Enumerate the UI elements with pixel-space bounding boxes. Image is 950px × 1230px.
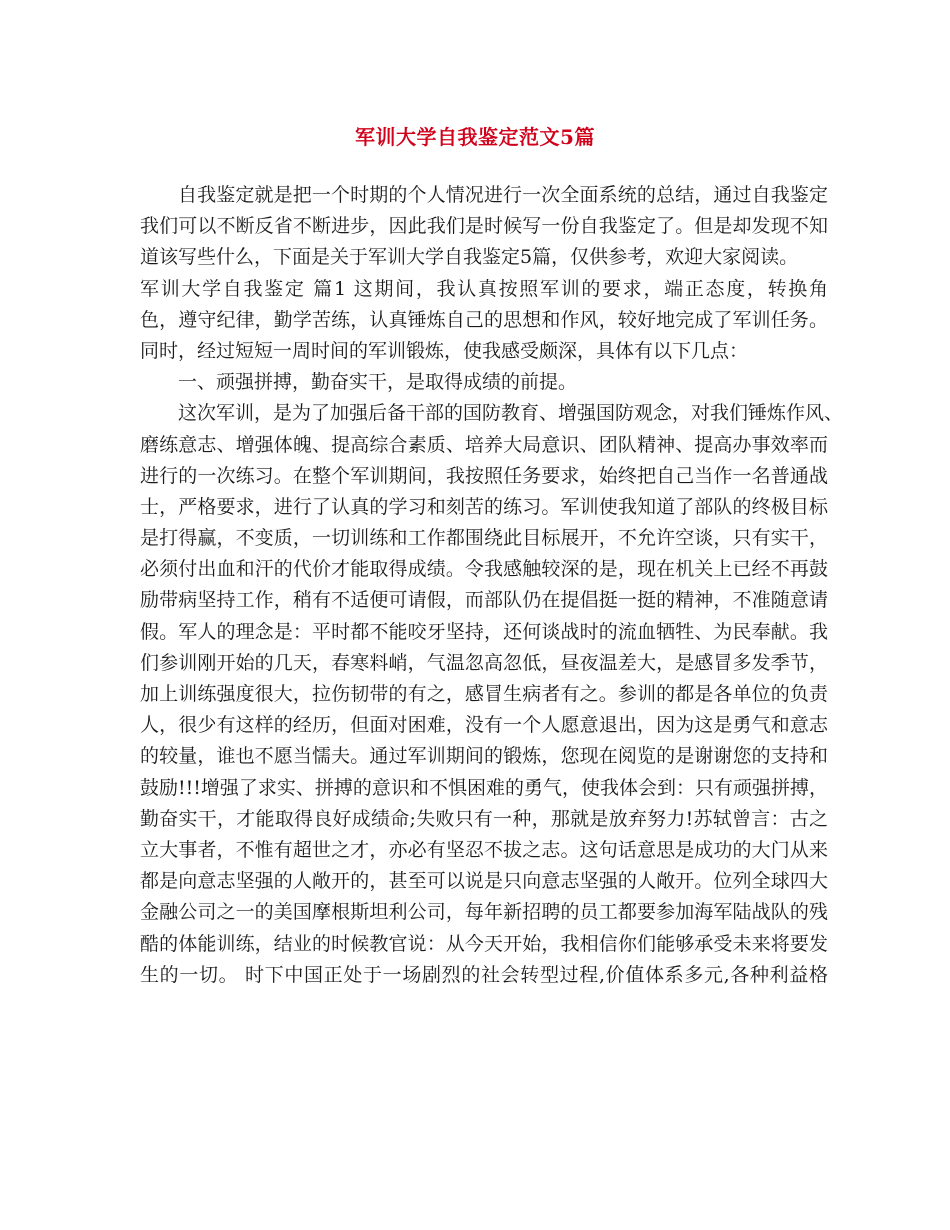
paragraph-line: 是打得赢，不变质，一切训练和工作都围绕此目标展开，不允许空谈，只有实干， [140, 527, 828, 550]
paragraph-line: 同时，经过短短一周时间的军训锻炼，使我感受颇深，具体有以下几点： [140, 339, 749, 362]
paragraph-line: 的较量，谁也不愿当懦夫。通过军训期间的锻炼，您现在阅览的是谢谢您的支持和 [140, 745, 828, 768]
paragraph-line: 酷的体能训练，结业的时候教官说：从今天开始，我相信你们能够承受未来将要发 [140, 932, 828, 955]
paragraph-line: 勤奋实干，才能取得良好成绩命;失败只有一种，那就是放弃努力!苏轼曾言：古之 [140, 807, 828, 830]
paragraph-line: 道该写些什么，下面是关于军训大学自我鉴定5篇，仅供参考，欢迎大家阅读。 [140, 246, 799, 269]
paragraph-line: 士，严格要求，进行了认真的学习和刻苦的练习。军训使我知道了部队的终极目标 [140, 495, 828, 518]
document-body [140, 180, 844, 991]
paragraph-line: 一、顽强拼搏，勤奋实干，是取得成绩的前提。 [178, 371, 578, 394]
paragraph-line: 进行的一次练习。在整个军训期间，我按照任务要求，始终把自己当作一名普通战 [140, 464, 828, 487]
paragraph-line: 磨练意志、增强体魄、提高综合素质、培养大局意识、团队精神、提高办事效率而 [140, 433, 828, 456]
paragraph-line: 我们可以不断反省不断进步，因此我们是时候写一份自我鉴定了。但是却发现不知 [140, 215, 828, 238]
paragraph-line: 人，很少有这样的经历，但面对困难，没有一个人愿意退出，因为这是勇气和意志 [140, 714, 828, 737]
paragraph-line: 色，遵守纪律，勤学苦练，认真锤炼自己的思想和作风，较好地完成了军训任务。 [140, 308, 828, 331]
paragraph-line: 这次军训，是为了加强后备干部的国防教育、增强国防观念，对我们锤炼作风、 [178, 402, 844, 425]
paragraph-line: 们参训刚开始的几天，春寒料峭，气温忽高忽低，昼夜温差大，是感冒多发季节， [140, 651, 828, 674]
paragraph-line: 自我鉴定就是把一个时期的个人情况进行一次全面系统的总结，通过自我鉴定 [178, 184, 828, 206]
paragraph-line: 都是向意志坚强的人敞开的，甚至可以说是只向意志坚强的人敞开。位列全球四大 [140, 870, 828, 893]
paragraph-line: 立大事者，不惟有超世之才，亦必有坚忍不拔之志。这句话意思是成功的大门从来 [140, 838, 828, 861]
paragraph-line: 鼓励!!!增强了求实、拼搏的意识和不惧困难的勇气，使我体会到：只有顽强拼搏， [140, 776, 828, 799]
paragraph-line: 军训大学自我鉴定 篇1 这期间，我认真按照军训的要求，端正态度，转换角 [140, 277, 828, 300]
paragraph-line: 金融公司之一的美国摩根斯坦利公司，每年新招聘的员工都要参加海军陆战队的残 [140, 901, 828, 924]
paragraph-line: 生的一切。 时下中国正处于一场剧烈的社会转型过程,价值体系多元,各种利益格 [140, 963, 828, 986]
paragraph-line: 假。军人的理念是：平时都不能咬牙坚持，还何谈战时的流血牺牲、为民奉献。我 [140, 620, 828, 643]
paragraph-line: 必须付出血和汗的代价才能取得成绩。令我感触较深的是，现在机关上已经不再鼓 [140, 558, 828, 581]
paragraph-line: 励带病坚持工作，稍有不适便可请假，而部队仍在提倡挺一挺的精神，不准随意请 [140, 589, 828, 612]
paragraph-line: 加上训练强度很大，拉伤韧带的有之，感冒生病者有之。参训的都是各单位的负责 [140, 683, 828, 705]
document-title: 军训大学自我鉴定范文5篇 [355, 125, 595, 149]
